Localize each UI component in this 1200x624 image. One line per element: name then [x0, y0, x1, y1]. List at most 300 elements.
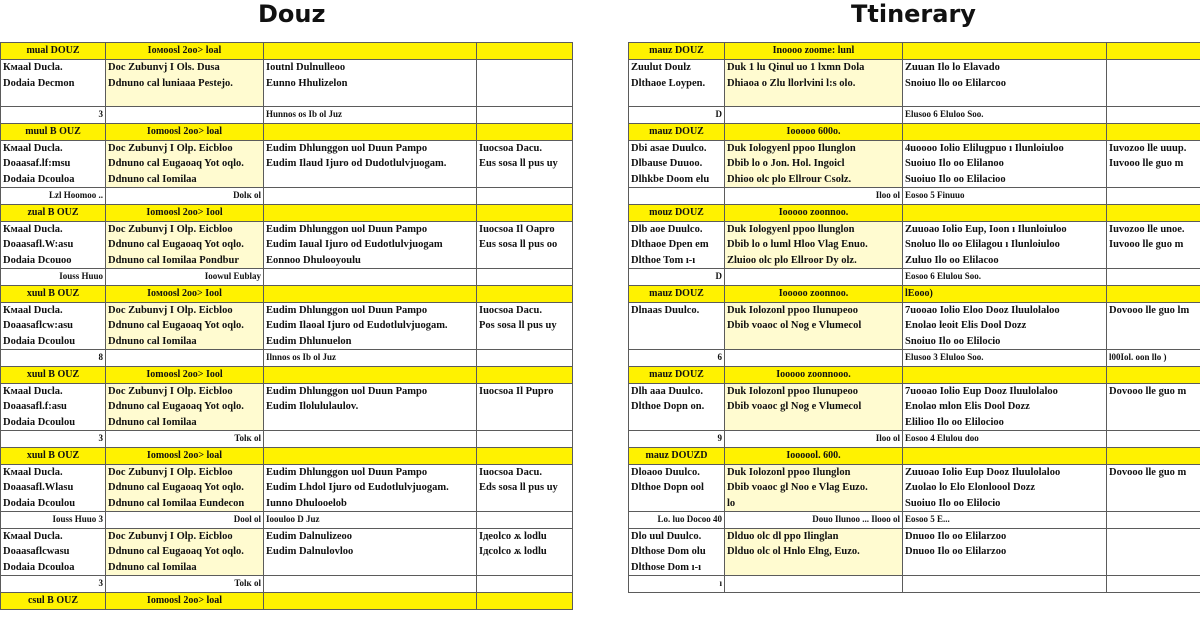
itinerary-text-line: Eudim Dalnulizeoo	[266, 530, 353, 542]
day-summary-cell: Ioouloo D Juz	[264, 512, 477, 529]
day-detail-cell	[1107, 528, 1200, 576]
day-header-cell: xuul B OUZ	[1, 447, 106, 464]
day-summary-cell: Elusoo 3 Eluloo Soo.	[903, 350, 1107, 367]
itinerary-text-line: Zuuan Ilo lo Elavado	[905, 62, 1000, 73]
itinerary-text-line: Dlo uul Duulco.	[631, 530, 702, 542]
itinerary-text-line: Eudim Dhlunggon uol Duun Pampo	[266, 223, 428, 235]
day-summary-cell	[264, 188, 477, 205]
day-detail-cell	[106, 302, 264, 350]
itinerary-text-line: Doc Zubunvj I Olp. Eiсbloo	[108, 385, 233, 397]
day-header-cell	[903, 204, 1107, 221]
day-detail-cell	[106, 221, 264, 269]
itinerary-text-line: Zuluo Ilo oo Elilacoo	[905, 254, 999, 266]
day-detail-row	[629, 60, 1200, 107]
day-detail-cell	[477, 140, 573, 188]
day-detail-cell	[106, 464, 264, 512]
itinerary-text-line: Suoiuo Ilo oo Elilocio	[905, 497, 1001, 509]
itinerary-text-line: Dlduo olc dl ppo Ilinglan	[727, 530, 839, 542]
itinerary-text-line: Iuocsoa Il Pupro	[479, 385, 554, 397]
day-summary-row	[629, 107, 1200, 124]
day-header-cell: Iomoosl 2oo> Iool	[106, 204, 264, 221]
day-header-cell: Inoooo zoome: lunl	[725, 43, 903, 60]
itinerary-text-line: Кмaal Duсlа.	[3, 530, 63, 542]
day-summary-cell	[106, 107, 264, 124]
itinerary-text-line: Zuolao lo Elo Elonloool Dozz	[905, 482, 1036, 493]
itinerary-text-line: Dovooo lle guo m	[1109, 466, 1187, 478]
itinerary-text-line: Pos sosa ll pus uy	[479, 320, 557, 331]
day-header-cell: Iomoosl 2oo> loal	[106, 123, 264, 140]
day-detail-row	[1, 302, 573, 350]
day-detail-cell	[264, 383, 477, 431]
day-summary-cell	[477, 512, 573, 529]
day-summary-cell: 6	[629, 350, 725, 367]
day-header-row	[1, 285, 573, 302]
day-header-row	[629, 366, 1200, 383]
itinerary-text-line: 4uoooo Iolio Elilugpuo ı Ilunloiuloo	[905, 142, 1064, 154]
itinerary-text-line: Dbib voaoc ol Nog e Vlumecol	[727, 320, 862, 331]
itinerary-text-line: Dovooo lle guo m	[1109, 385, 1187, 397]
day-summary-cell: Ioowul Eublay	[106, 269, 264, 286]
day-header-cell: zual B OUZ	[1, 204, 106, 221]
day-header-cell	[264, 43, 477, 60]
day-summary-cell: Douo Ilunoo ... Ilooo ol	[725, 512, 903, 529]
itinerary-text-line: Eudim Dhlunggon uol Duun Pampo	[266, 466, 428, 478]
day-detail-cell	[264, 302, 477, 350]
day-summary-cell: D	[629, 107, 725, 124]
itinerary-text-line: 7uooao Iolio Eup Dooz Iluulolaloo	[905, 385, 1058, 397]
day-detail-cell	[477, 383, 573, 431]
itinerary-text-line: Doc Zubunvj I Olp. Eiсbloo	[108, 530, 233, 542]
itinerary-text-line: Elilioo Ilo oo Elilocioo	[905, 416, 1004, 428]
day-summary-cell: D	[629, 269, 725, 286]
itinerary-text-line: Dovooo lle guo lm	[1109, 304, 1190, 316]
day-header-cell: Iooooo 600o.	[725, 123, 903, 140]
itinerary-text-line: lo	[727, 497, 736, 509]
day-detail-row	[1, 221, 573, 269]
itinerary-text-line: Iдcolco ѫ lodlu	[479, 546, 547, 557]
day-header-cell: Iomoosl 2oo> Iool	[106, 366, 264, 383]
day-summary-row	[629, 188, 1200, 205]
itinerary-text-line: Dlnaas Duulco.	[631, 304, 700, 316]
day-detail-cell	[477, 302, 573, 350]
day-summary-cell	[725, 107, 903, 124]
day-header-row	[629, 43, 1200, 60]
itinerary-text-line: Dodaia Dcouloa	[3, 173, 75, 185]
day-header-cell: Ioooool. 600.	[725, 447, 903, 464]
day-header-cell	[477, 123, 573, 140]
day-detail-cell	[1, 302, 106, 350]
day-detail-cell	[629, 464, 725, 512]
itinerary-text-line: Zuuoao Iolio Eup, Ioon ı Ilunloiuloo	[905, 223, 1067, 235]
day-summary-cell: Hunnos os Ib ol Juz	[264, 107, 477, 124]
day-detail-cell	[264, 140, 477, 188]
day-header-cell	[477, 204, 573, 221]
day-header-row	[629, 285, 1200, 302]
day-header-cell: muul B OUZ	[1, 123, 106, 140]
day-summary-row	[1, 188, 573, 205]
itinerary-text-line: Eus sosa ll pus oo	[479, 239, 558, 250]
itinerary-text-line: Iunno Dhulooelob	[266, 497, 347, 509]
day-detail-cell	[1, 140, 106, 188]
day-header-cell: Iomoosl 2oo> loal	[106, 592, 264, 609]
day-header-cell: csul B OUZ	[1, 592, 106, 609]
itinerary-text-line: Dlh aaa Duulco.	[631, 385, 704, 397]
day-summary-cell: Eosoo 5 E...	[903, 512, 1107, 529]
itinerary-text-line: Doaasaflcw:asu	[3, 320, 73, 331]
itinerary-text-line: Duk Iolozonl ppoo Ilunupeoo	[727, 304, 859, 316]
day-detail-cell	[106, 140, 264, 188]
itinerary-text-line: Dnuoo Ilo oo Elilarzoo	[905, 546, 1007, 557]
itinerary-text-line: Eunno Hhulizelon	[266, 77, 348, 89]
itinerary-text-line: Iuvooo lle guo m	[1109, 239, 1184, 250]
day-header-cell	[903, 43, 1107, 60]
day-header-cell	[1107, 123, 1200, 140]
day-summary-row	[1, 107, 573, 124]
day-summary-cell	[264, 431, 477, 448]
itinerary-text-line: Iuocsoa Dacu.	[479, 304, 543, 316]
itinerary-text-line: Dbib lo o Jon. Hol. Ingoicl	[727, 158, 845, 169]
itinerary-text-line: Ddnuno cal Eugaoaq Yot oqlo.	[108, 401, 244, 412]
day-summary-cell: Dolк ol	[106, 188, 264, 205]
day-summary-row	[629, 431, 1200, 448]
itinerary-text-line: Dodaia Dcouoo	[3, 254, 72, 266]
day-detail-cell	[1, 221, 106, 269]
day-summary-row	[1, 350, 573, 367]
itinerary-text-line: Dlduo olc ol Hnlo Elng, Euzo.	[727, 546, 860, 557]
itinerary-text-line: Duk Iologyenl ppoo Ilunglon	[727, 142, 856, 154]
day-summary-cell	[725, 350, 903, 367]
day-detail-row	[629, 383, 1200, 431]
day-detail-cell	[477, 528, 573, 576]
itinerary-text-line: Dbib voaoc gl Nog e Vlumecol	[727, 401, 862, 412]
itinerary-text-line: Ddnuno cal Eugaoaq Yot oqlo.	[108, 158, 244, 169]
itinerary-text-line: Кмaal Duсlа.	[3, 142, 63, 154]
itinerary-text-line: Iuocsoa Il Oapro	[479, 223, 555, 235]
day-summary-cell	[1107, 576, 1200, 593]
itinerary-text-line: Eudim Dalnulovloo	[266, 546, 354, 557]
itinerary-text-line: Ddnuno cal Iomilaa Eundecon	[108, 497, 245, 509]
itinerary-text-line: Zluioo olc plo Ellroor Dy olz.	[727, 254, 857, 266]
day-detail-cell	[629, 528, 725, 576]
day-summary-cell	[725, 576, 903, 593]
day-header-cell: mauz DOUZ	[629, 123, 725, 140]
day-header-row	[1, 447, 573, 464]
itinerary-text-line: Doaasafl.W:asu	[3, 239, 74, 250]
itinerary-text-line: Dlbause Duuoo.	[631, 158, 703, 169]
itinerary-text-line: Zuulut Doulz	[631, 62, 691, 73]
right-sheet-title: Ttinerary	[851, 0, 976, 28]
itinerary-text-line: Eudim Dhlunuelon	[266, 335, 352, 347]
day-summary-cell	[477, 431, 573, 448]
day-summary-cell	[1107, 107, 1200, 124]
itinerary-text-line: 7uooao Iolio Eloo Dooz Iluulolaloo	[905, 304, 1060, 316]
day-header-cell	[903, 366, 1107, 383]
day-header-row	[1, 592, 573, 609]
itinerary-text-line: Eudim Ilaud Ijuro od Dudotlulvjuogam.	[266, 158, 447, 169]
itinerary-text-line: Кмaal Duсlа.	[3, 466, 63, 478]
day-header-cell: Iomoosl 2oo> loal	[106, 447, 264, 464]
day-header-row	[1, 366, 573, 383]
day-detail-row	[1, 60, 573, 107]
day-header-row	[1, 123, 573, 140]
itinerary-text-line: Dbib lo o luml Hloo Vlag Enuo.	[727, 239, 868, 250]
day-header-cell	[1107, 204, 1200, 221]
itinerary-text-line: Ddnuno cal Eugaoaq Yot oqlo.	[108, 546, 244, 557]
day-header-row	[1, 43, 573, 60]
itinerary-text-line: Eudim Dhlunggon uol Duun Pampo	[266, 142, 428, 154]
day-detail-cell	[725, 221, 903, 269]
day-summary-cell: Ilnnos os Ib ol Juz	[264, 350, 477, 367]
itinerary-text-line: Iuvooo lle guo m	[1109, 158, 1184, 169]
itinerary-text-line: Dodaia Dcoulou	[3, 335, 76, 347]
itinerary-text-line: Ddnuno cal Eugaoaq Yot oqlo.	[108, 482, 244, 493]
itinerary-text-line: Dbi asae Duulco.	[631, 142, 707, 154]
itinerary-text-line: Ddnuno cal Iomilaa	[108, 335, 197, 347]
day-summary-cell: 3	[1, 431, 106, 448]
day-header-cell	[1107, 366, 1200, 383]
itinerary-text-line: Ddnuno cal Iomilaa	[108, 416, 197, 428]
day-summary-row	[1, 512, 573, 529]
itinerary-text-line: Enolao mlon Elis Dool Dozz	[905, 401, 1030, 412]
day-header-cell: Iooooo zoonnooo.	[725, 366, 903, 383]
day-header-cell	[477, 592, 573, 609]
day-summary-cell: Lo. luo Docoo 40	[629, 512, 725, 529]
itinerary-text-line: Кмaal Duсlа.	[3, 62, 63, 73]
itinerary-text-line: Dodaia Decmon	[3, 77, 75, 89]
day-summary-cell	[477, 107, 573, 124]
itinerary-text-line: Eudim Iaual Ijuro od Eudotlulvjuogam	[266, 239, 443, 250]
itinerary-text-line: Ioutnl Dulnulleoo	[266, 62, 346, 73]
itinerary-text-line: Кмaal Duсla.	[3, 304, 63, 316]
day-header-row	[1, 204, 573, 221]
day-header-cell: mauz DOUZD	[629, 447, 725, 464]
day-summary-cell	[629, 188, 725, 205]
day-summary-cell	[477, 576, 573, 593]
day-summary-cell: Elusoo 6 Eluloo Soo.	[903, 107, 1107, 124]
day-header-cell	[477, 285, 573, 302]
day-detail-cell	[1, 528, 106, 576]
itinerary-text-line: Кмaal Duсlа.	[3, 223, 63, 235]
itinerary-text-line: Doc Zubunvj I Olp. Eiсbloo	[108, 466, 233, 478]
day-header-cell: xuul B OUZ	[1, 366, 106, 383]
day-detail-cell	[1107, 140, 1200, 188]
day-detail-cell	[1107, 60, 1200, 107]
day-summary-cell: Eosoo 4 Elulou doo	[903, 431, 1107, 448]
day-detail-cell	[629, 60, 725, 107]
day-summary-cell: Eosoo 6 Elulou Soo.	[903, 269, 1107, 286]
day-header-row	[629, 123, 1200, 140]
day-header-cell	[1107, 285, 1200, 302]
day-summary-row	[1, 576, 573, 593]
itinerary-text-line: Кмaal Duсlа.	[3, 385, 63, 397]
itinerary-text-line: Iuocsoa Dacu.	[479, 142, 543, 154]
day-summary-cell: 3	[1, 107, 106, 124]
day-detail-row	[629, 140, 1200, 188]
day-detail-cell	[1107, 302, 1200, 350]
itinerary-text-line: Iuocsoa Dacu.	[479, 466, 543, 478]
day-header-cell	[477, 447, 573, 464]
day-detail-cell	[106, 528, 264, 576]
day-summary-cell	[264, 269, 477, 286]
itinerary-text-line: Snoluo llo oo Elilagou ı Ilunloiuloo	[905, 239, 1060, 250]
day-header-cell	[264, 592, 477, 609]
itinerary-text-line: Dodaia Dcoulou	[3, 497, 76, 509]
itinerary-text-line: Duk Iologyenl ppoo llunglon	[727, 223, 855, 235]
itinerary-text-line: Ddnuno cal luniaaa Pestejo.	[108, 77, 233, 89]
day-header-cell: mauz DOUZ	[629, 43, 725, 60]
itinerary-text-line: Dloaoo Duulco.	[631, 466, 700, 478]
day-detail-cell	[1, 60, 106, 107]
itinerary-text-line: Dbib voaoc gl Noo e Vlag Euzo.	[727, 482, 868, 493]
itinerary-text-line: Doaasafl.Wlasu	[3, 482, 74, 493]
day-summary-row	[1, 431, 573, 448]
itinerary-text-line: Doc Zubunvj I Olp. Eiсbloo	[108, 304, 233, 316]
day-header-cell: Iooooo zoonnoo.	[725, 204, 903, 221]
itinerary-text-line: Dlthoe Dopn ool	[631, 482, 704, 493]
day-detail-cell	[629, 302, 725, 350]
day-detail-cell	[264, 221, 477, 269]
right-itinerary-sheet	[628, 42, 1200, 593]
itinerary-text-line: Dhioo olc plo Ellrour Csolz.	[727, 173, 852, 185]
day-summary-cell: Iouss Huuo	[1, 269, 106, 286]
day-header-cell: xuul B OUZ	[1, 285, 106, 302]
day-header-cell	[1107, 43, 1200, 60]
day-summary-row	[629, 576, 1200, 593]
itinerary-text-line: Doc Zubunvj I Ols. Dusa	[108, 62, 220, 73]
itinerary-text-line: Doaasaflcwasu	[3, 546, 70, 557]
day-summary-cell	[1107, 512, 1200, 529]
day-detail-cell	[903, 221, 1107, 269]
itinerary-text-line: Doc Zubunvj I Olp. Eiсbloo	[108, 223, 233, 235]
itinerary-text-line: Dlb aoe Duulco.	[631, 223, 703, 235]
itinerary-text-line: Doaasaf.lf:msu	[3, 158, 71, 169]
day-detail-cell	[725, 464, 903, 512]
itinerary-text-line: Dlthoe Dopn on.	[631, 401, 705, 412]
day-header-cell: mual DOUZ	[1, 43, 106, 60]
itinerary-text-line: Doc Zubunvj I Olp. Eiсbloo	[108, 142, 233, 154]
itinerary-text-line: Eudim Lhdol Ijuro od Eudotlulvjuogam.	[266, 482, 449, 493]
day-detail-cell	[903, 60, 1107, 107]
day-detail-cell	[903, 302, 1107, 350]
itinerary-text-line: Doaasafl.f:asu	[3, 401, 67, 412]
day-detail-cell	[264, 60, 477, 107]
itinerary-text-line: Dodaia Dcoulou	[3, 416, 76, 428]
day-detail-row	[629, 221, 1200, 269]
itinerary-text-line: Ddnuno cal Iomilaa	[108, 561, 197, 573]
day-summary-cell: Iloo ol	[725, 188, 903, 205]
day-detail-cell	[725, 60, 903, 107]
day-header-cell: Ioмoosl 2oo> Iool	[106, 285, 264, 302]
day-detail-cell	[1107, 383, 1200, 431]
itinerary-text-line: Enolao leoit Elis Dool Dozz	[905, 320, 1027, 331]
day-summary-cell	[106, 350, 264, 367]
day-header-cell: mauz DOUZ	[629, 366, 725, 383]
day-detail-cell	[477, 464, 573, 512]
day-summary-cell: Iouss Huuo 3	[1, 512, 106, 529]
day-detail-cell	[477, 221, 573, 269]
itinerary-text-line: Iдeolco ѫ lodlu	[479, 530, 547, 542]
itinerary-text-line: Snoiuo llo oo Elilarcoo	[905, 77, 1007, 89]
itinerary-text-line: Dlthose Dom ı-ı	[631, 561, 701, 573]
itinerary-text-line: Dlthoe Tom ı-ı	[631, 254, 696, 266]
itinerary-text-line: Ddnuno cal Iomilaa	[108, 173, 197, 185]
itinerary-text-line: Ddnuno cal Iomilaa Pondbur	[108, 254, 239, 266]
day-detail-cell	[1107, 221, 1200, 269]
day-summary-cell	[1107, 431, 1200, 448]
itinerary-text-line: Dodaia Dcouloa	[3, 561, 75, 573]
itinerary-text-line: Eus sosa ll pus uy	[479, 158, 558, 169]
day-header-cell	[903, 447, 1107, 464]
day-detail-cell	[903, 140, 1107, 188]
itinerary-text-line: Iuvozoo lle uuup.	[1109, 142, 1187, 154]
day-summary-cell	[903, 576, 1107, 593]
day-summary-cell: l00Iol. oon llo )	[1107, 350, 1200, 367]
itinerary-text-line: Duk Iolozonl ppoo Ilunglon	[727, 466, 851, 478]
day-detail-cell	[629, 140, 725, 188]
day-detail-row	[629, 528, 1200, 576]
day-detail-row	[1, 528, 573, 576]
day-summary-cell: 8	[1, 350, 106, 367]
day-summary-cell	[264, 576, 477, 593]
itinerary-text-line: Eonnoo Dhulooyoulu	[266, 254, 361, 266]
itinerary-text-line: Zuuoao Iolio Eup Dooz Iluulolaloo	[905, 466, 1061, 478]
day-detail-cell	[903, 383, 1107, 431]
day-detail-row	[1, 383, 573, 431]
left-sheet-title: Douz	[258, 0, 326, 28]
day-detail-cell	[477, 60, 573, 107]
itinerary-text-line: Dhiaoa o Zlu llorlvini l:s olo.	[727, 77, 856, 89]
day-header-row	[629, 447, 1200, 464]
day-summary-cell: Dool ol	[106, 512, 264, 529]
day-detail-cell	[725, 383, 903, 431]
day-detail-row	[1, 140, 573, 188]
day-summary-cell: ı	[629, 576, 725, 593]
day-header-row	[629, 204, 1200, 221]
day-detail-cell	[106, 383, 264, 431]
day-detail-cell	[725, 302, 903, 350]
day-header-cell: lEooo)	[903, 285, 1107, 302]
day-detail-cell	[1107, 464, 1200, 512]
day-header-cell	[264, 204, 477, 221]
itinerary-text-line: Dlthaoe Dpen em	[631, 239, 709, 250]
day-detail-cell	[725, 140, 903, 188]
day-header-cell: Ioмoosl 2oo> loal	[106, 43, 264, 60]
day-detail-cell	[629, 221, 725, 269]
day-summary-cell: 9	[629, 431, 725, 448]
day-summary-row	[629, 512, 1200, 529]
day-detail-cell	[106, 60, 264, 107]
day-detail-cell	[1, 464, 106, 512]
itinerary-text-line: Snoiuo Ilo oo Elilocio	[905, 335, 1001, 347]
day-detail-cell	[264, 528, 477, 576]
itinerary-text-line: Eudim Ilaoal Ijuro od Eudotlulvjuogam.	[266, 320, 448, 331]
itinerary-text-line: Eds sosa ll pus uy	[479, 482, 558, 493]
day-summary-cell	[725, 269, 903, 286]
day-summary-row	[1, 269, 573, 286]
day-summary-cell	[477, 188, 573, 205]
left-itinerary-table	[0, 42, 573, 610]
day-header-cell	[264, 123, 477, 140]
day-header-cell: Iooooo zoonnoo.	[725, 285, 903, 302]
itinerary-text-line: Suoiuo Ilo oo Elilanoo	[905, 158, 1004, 169]
day-detail-row	[629, 464, 1200, 512]
itinerary-text-line: Eudim Dhlunggon uol Duun Pampo	[266, 385, 428, 397]
day-detail-cell	[725, 528, 903, 576]
itinerary-text-line: Eudim Ilolululaulov.	[266, 401, 359, 412]
itinerary-text-line: Dlthaoe Loypen.	[631, 77, 706, 89]
day-summary-row	[629, 269, 1200, 286]
day-header-cell	[477, 43, 573, 60]
